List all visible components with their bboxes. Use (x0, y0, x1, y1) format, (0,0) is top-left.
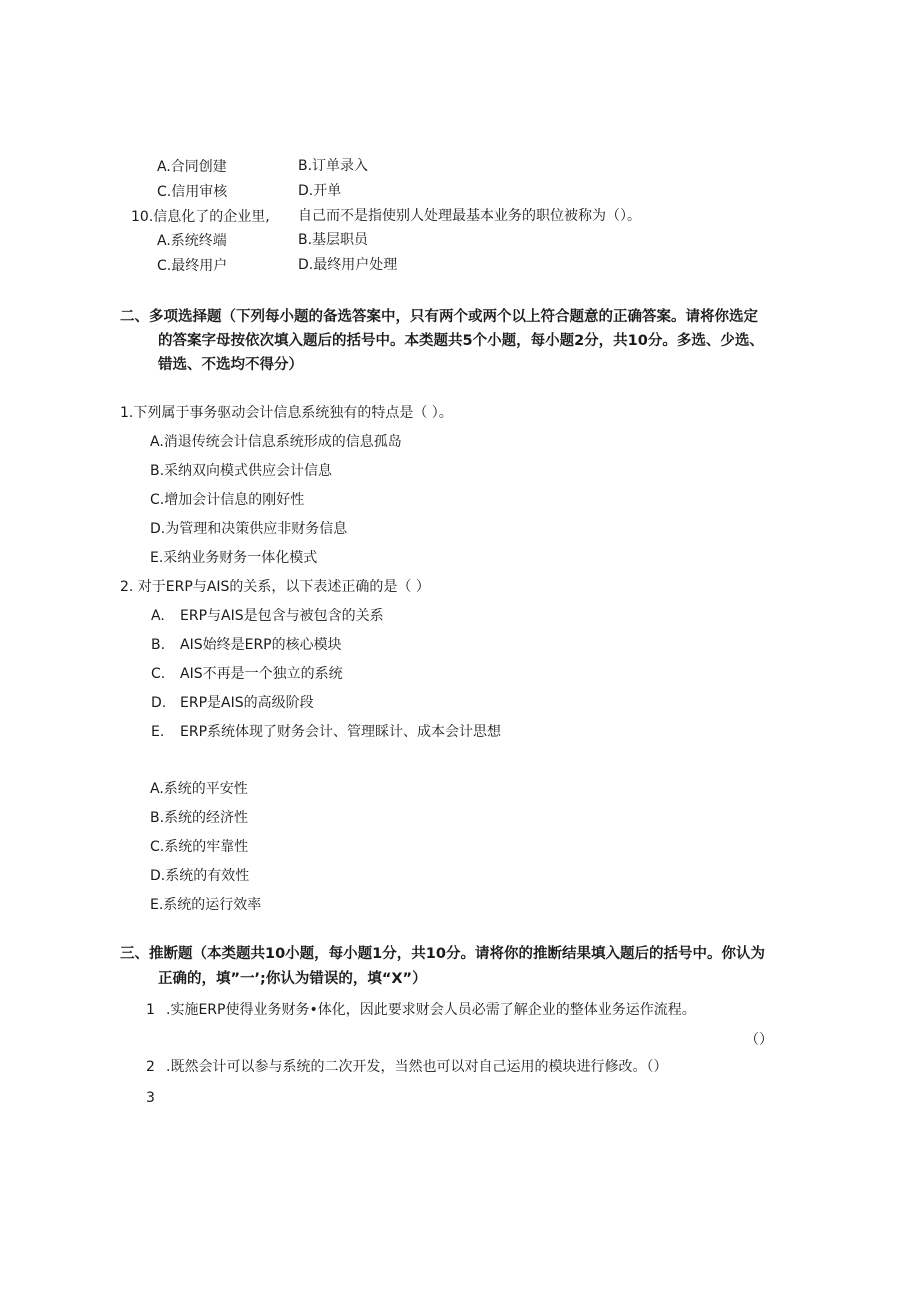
q10-stem-left: 10.信息化了的企业里, (131, 209, 270, 225)
tq1-parentheses: （） (745, 1032, 773, 1048)
mq1-stem: 1.下列属于事务驱动会计信息系统独有的特点是（ ）。 (120, 405, 453, 421)
section2-heading-line1: 多项选择题（下列每小题的备选答案中，只有两个或两个以上符合题意的正确答案。请将你选定 (149, 309, 758, 325)
mq1-option-d: D.为管理和决策供应非财务信息 (150, 521, 348, 537)
mq1-option-b: B.采纳双向模式供应会计信息 (150, 463, 333, 479)
mq3-option-a: A.系统的平安性 (150, 781, 248, 797)
q10-stem-right: 自己而不是指使别人处理最基本业务的职位被称为（）。 (298, 208, 641, 224)
q10-option-a: A.系统终端 (157, 233, 227, 249)
section3-heading-line1: 推断题（本类题共10小题，每小题1分，共10分。请将你的推断结果填入题后的括号中。你认为 (149, 946, 765, 962)
mq3-option-d: D.系统的有效性 (150, 868, 250, 884)
mq1-option-a: A.消退传统会计信息系统形成的信息孤岛 (150, 434, 402, 450)
mq2-option-c-key: C. (151, 666, 166, 682)
section3-heading-line2: 正确的，填”一’;你认为错误的，填“X”） (158, 971, 427, 987)
tq1-text: .实施ERP使得业务财务•体化，因此要求财会人员必需了解企业的整体业务运作流程。 (166, 1002, 696, 1018)
tq2-number: 2 (146, 1059, 155, 1075)
mq1-option-e: E.采纳业务财务一体化模式 (150, 550, 318, 566)
mq2-stem: 2. 对于ERP与AIS的关系，以下表述正确的是（ ） (120, 579, 430, 595)
tq2-text: .既然会计可以参与系统的二次开发，当然也可以对自己运用的模块进行修改。（） (166, 1059, 668, 1075)
q9-option-d: D.开单 (298, 183, 342, 199)
q9-option-c: C.信用审核 (157, 184, 228, 200)
section2-number: 二、 (120, 309, 149, 325)
section2-heading-line3: 错选、不选均不得分） (158, 357, 303, 373)
mq2-option-c: AIS不再是一个独立的系统 (180, 666, 343, 682)
mq3-option-e: E.系统的运行效率 (150, 897, 262, 913)
mq2-option-e-key: E. (151, 724, 165, 740)
mq2-option-a-key: A. (151, 608, 165, 624)
section2-heading-line2: 的答案字母按依次填入题后的括号中。本类题共5个小题，每小题2分，共10分。多选、少选、 (158, 333, 764, 349)
q9-option-b: B.订单录入 (298, 158, 369, 174)
q10-option-b: B.基层职员 (298, 232, 369, 248)
q10-option-c: C.最终用户 (157, 258, 228, 274)
mq1-option-c: C.增加会计信息的刚好性 (150, 492, 305, 508)
mq3-option-b: B.系统的经济性 (150, 810, 249, 826)
tq3-number: 3 (146, 1090, 155, 1106)
mq2-option-d-key: D. (151, 695, 167, 711)
mq2-option-a: ERP与AIS是包含与被包含的关系 (180, 608, 384, 624)
mq3-option-c: C.系统的牢靠性 (150, 839, 249, 855)
mq2-option-b: AIS始终是ERP的核心模块 (180, 637, 342, 653)
mq2-option-e: ERP系统体现了财务会计、管理睬计、成本会计思想 (180, 724, 502, 740)
q9-option-a: A.合同创建 (157, 159, 227, 175)
q10-option-d: D.最终用户处理 (298, 257, 398, 273)
section3-number: 三、 (120, 946, 149, 962)
tq1-number: 1 (146, 1002, 155, 1018)
mq2-option-d: ERP是AIS的高级阶段 (180, 695, 314, 711)
mq2-option-b-key: B. (151, 637, 166, 653)
